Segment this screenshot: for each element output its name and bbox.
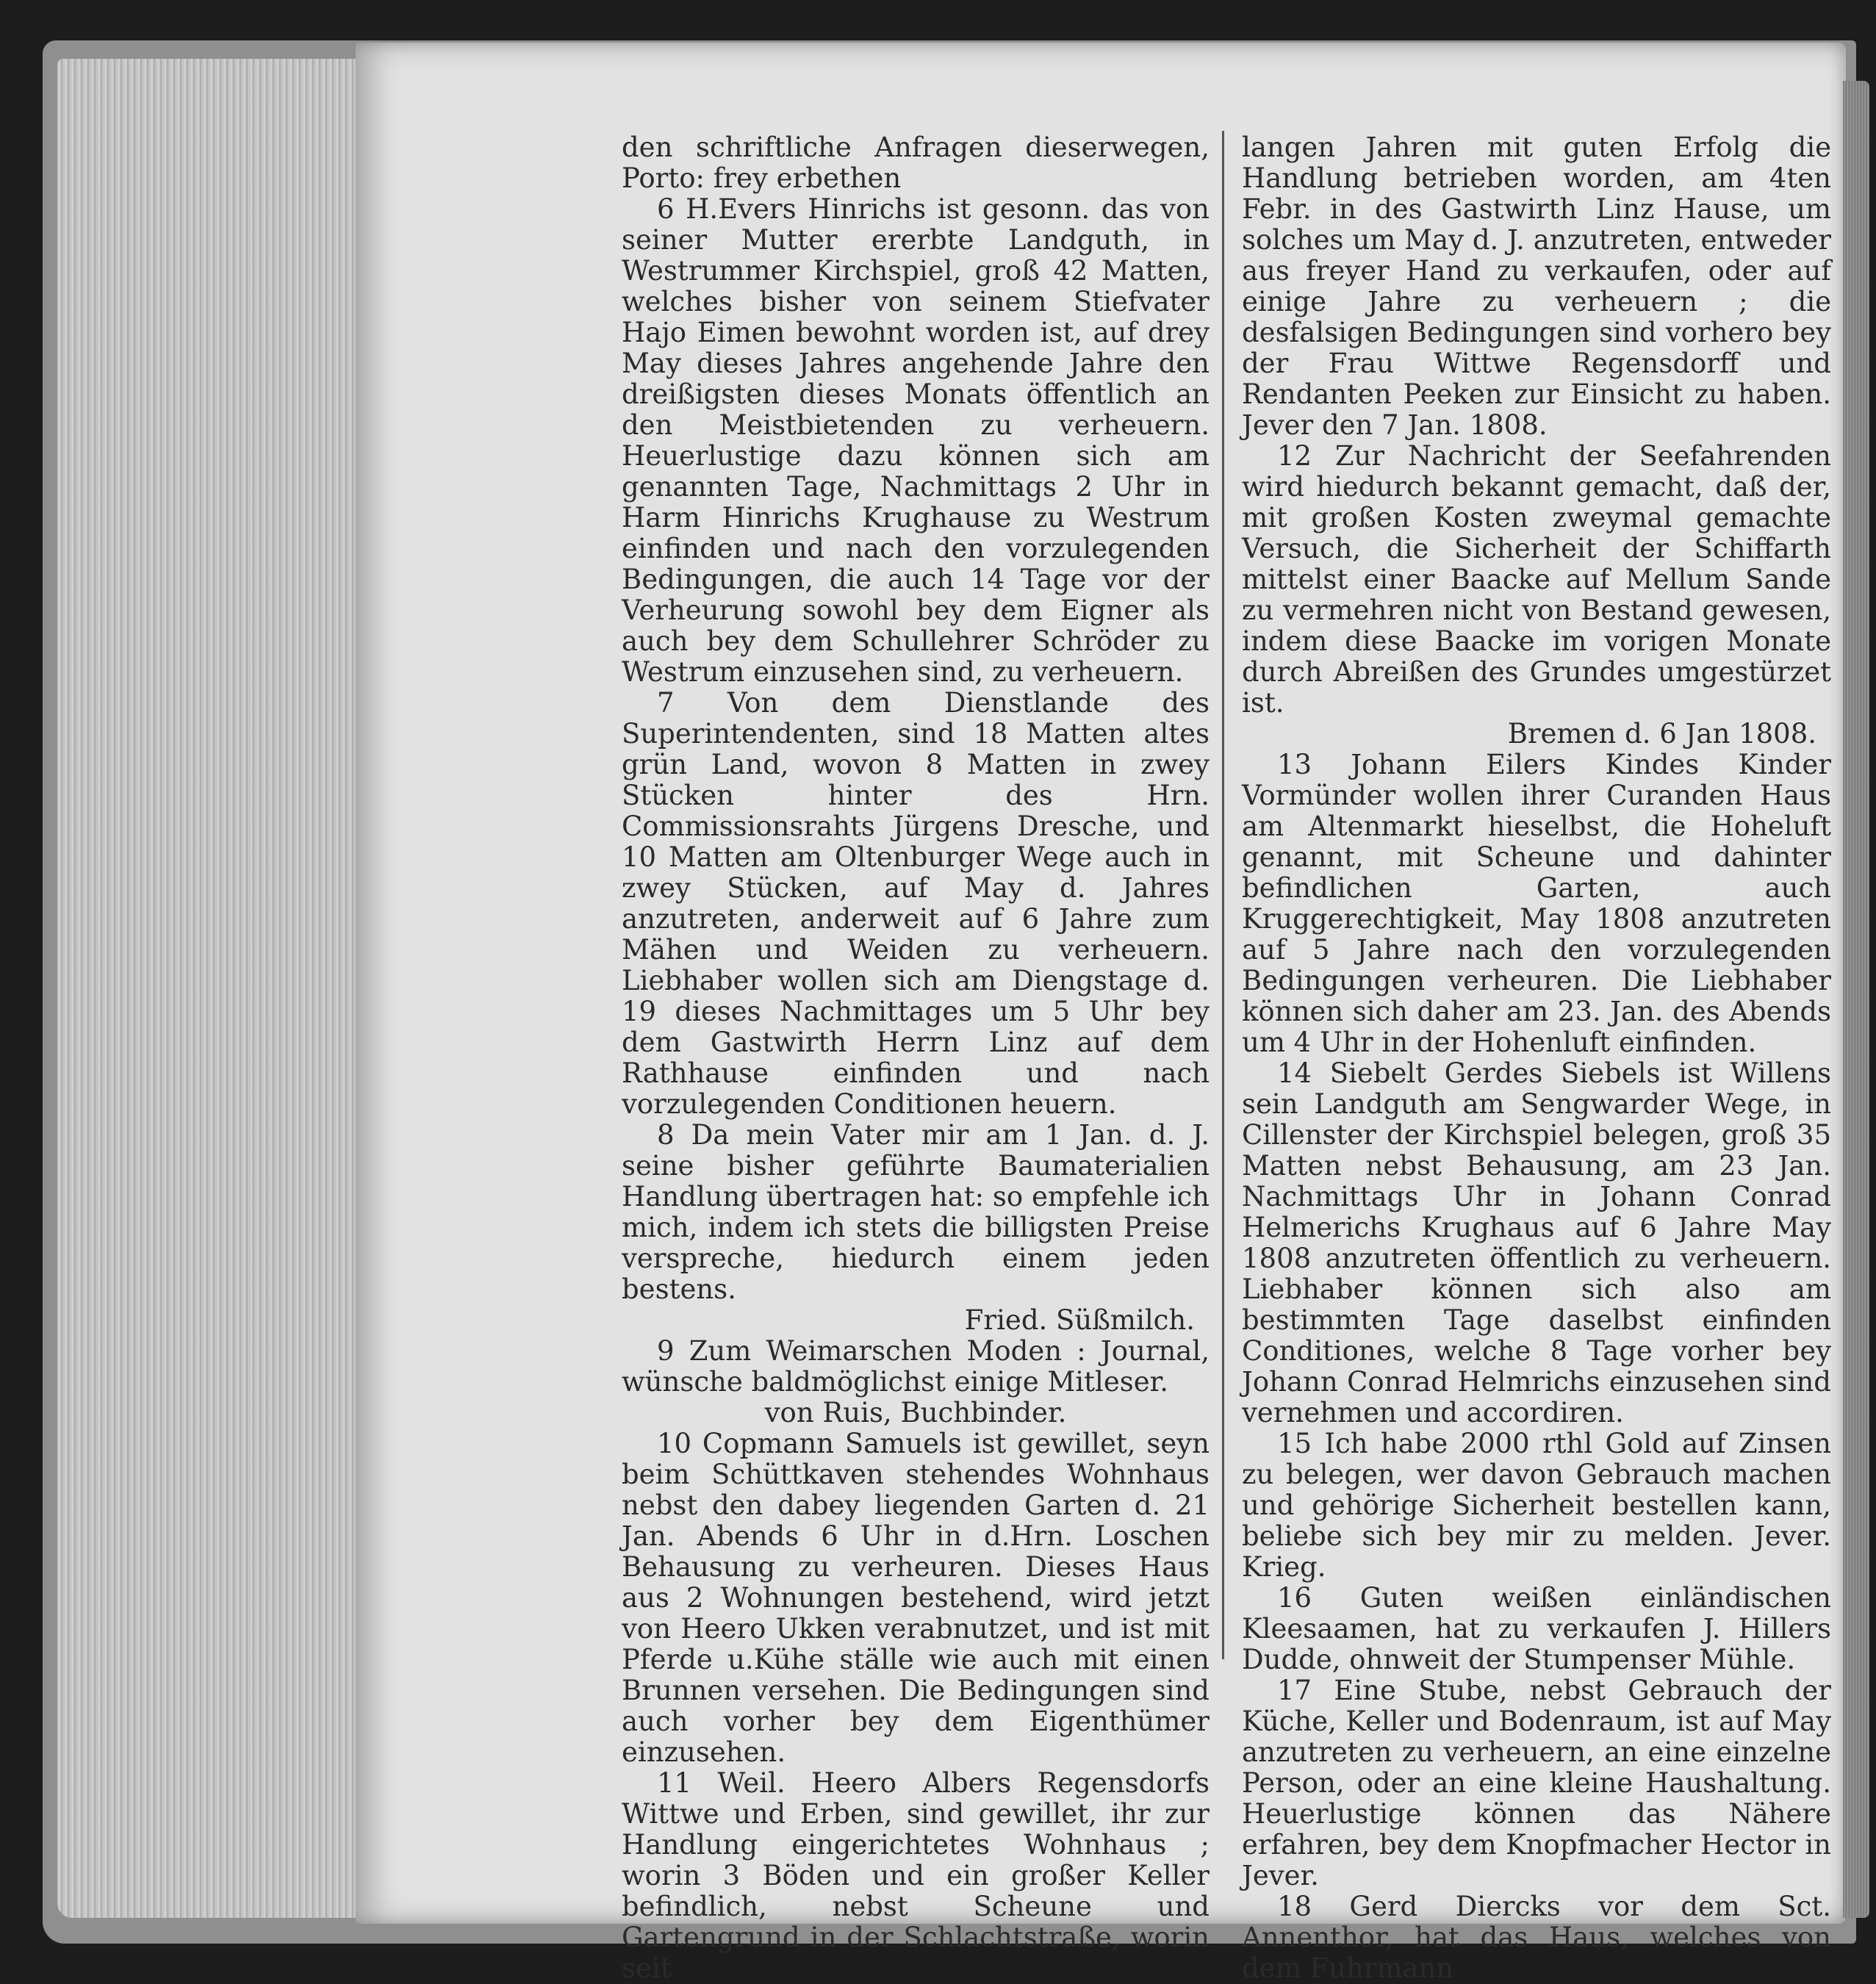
notice-paragraph: 8 Da mein Vater mir am 1 Jan. d. J. seine bisher geführte Baumaterialien Handlung übertragen hat: so empfehle ich mich, indem ich stets die billigsten Preise verspreche, hiedurch einem jeden bestens.: [622, 1119, 1210, 1305]
notice-paragraph: 11 Weil. Heero Albers Regensdorfs Wittwe und Erben, sind gewillet, ihr zur Handlung eingerichtetes Wohnhaus ; worin 3 Böden und ein großer Keller befindlich, nebst Scheune und Gartengrund in der Schlachtstraße, worin seit: [622, 1767, 1210, 1984]
column-divider: [1222, 131, 1224, 1659]
notice-paragraph: 10 Copmann Samuels ist gewillet, seyn beim Schüttkaven stehendes Wohnhaus nebst den dabey liegenden Garten d. 21 Jan. Abends 6 Uhr in d.Hrn. Loschen Behausung zu verheuren. Dieses Haus aus 2 Wohnungen bestehend, wird jetzt von Heero Ukken verabnutzet, und ist mit Pferde u.Kühe ställe wie auch mit einen Brunnen versehen. Die Bedingungen sind auch vorher bey dem Eigenthümer einzusehen.: [622, 1428, 1210, 1768]
signature-line: Fried. Süßmilch.: [964, 1304, 1195, 1336]
notice-paragraph: 7 Von dem Dienstlande des Superintendenten, sind 18 Matten altes grün Land, wovon 8 Matten in zwey Stücken hinter des Hrn. Commissionsrahts Jürgens Dresche, und 10 Matten am Oltenburger Wege auch in zwey Stücken, auf May d. Jahres anzutreten, anderweit auf 6 Jahre zum Mähen und Weiden zu verheuern. Liebhaber wollen sich am Diengstage d. 19 dieses Nachmittages um 5 Uhr bey dem Gastwirth Herrn Linz auf dem Rathhause einfinden und nach vorzulegenden Conditionen heuern.: [622, 687, 1210, 1120]
notice-paragraph: 12 Zur Nachricht der Seefahrenden wird hiedurch bekannt gemacht, daß der, mit großen Kosten zweymal gemachte Versuch, die Sicherheit der Schiffarth mittelst einer Baacke auf Mellum Sande zu vermehren nicht von Bestand gewesen, indem diese Baacke im vorigen Monate durch Abreißen des Grundes umgestürzet ist.: [1242, 440, 1831, 719]
notice-paragraph: 13 Johann Eilers Kindes Kinder Vormünder wollen ihrer Curanden Haus am Altenmarkt hieselbst, die Hoheluft genannt, mit Scheune und dahinter befindlichen Garten, auch Kruggerechtigkeit, May 1808 anzutreten auf 5 Jahre nach den vorzulegenden Bedingungen verheuren. Die Liebhaber können sich daher am 23. Jan. des Abends um 4 Uhr in der Hohenluft einfinden.: [1242, 749, 1831, 1058]
notice-paragraph: 9 Zum Weimarschen Moden : Journal, wünsche baldmöglichst einige Mitleser.: [622, 1335, 1210, 1398]
notice-paragraph: langen Jahren mit guten Erfolg die Handlung betrieben worden, am 4ten Febr. in des Gastwirth Linz Hause, um solches um May d. J. anzutreten, entweder aus freyer Hand zu verkaufen, oder auf einige Jahre zu verheuern ; die desfalsigen Bedingungen sind vorhero bey der Frau Wittwe Regensdorff und Rendanten Peeken zur Einsicht zu haben. Jever den 7 Jan. 1808.: [1242, 132, 1831, 441]
right-page-edge: [1843, 81, 1869, 1918]
notice-paragraph: den schriftliche Anfragen dieserwegen, Porto: frey erbethen: [622, 132, 1210, 194]
left-column: [622, 132, 1210, 1984]
page-edges: [57, 59, 359, 1918]
signature-line: Bremen d. 6 Jan 1808.: [1507, 718, 1816, 750]
notice-paragraph: 18 Gerd Diercks vor dem Sct. Annenthor, hat das Haus, welches von dem Fuhrmann: [1242, 1891, 1831, 1984]
notice-paragraph: 16 Guten weißen einländischen Kleesaamen, hat zu verkaufen J. Hillers Dudde, ohnweit der Stumpenser Mühle.: [1242, 1582, 1831, 1675]
notice-paragraph: 17 Eine Stube, nebst Gebrauch der Küche, Keller und Bodenraum, ist auf May anzutreten zu verheuern, an eine einzelne Person, oder an eine kleine Haushaltung. Heuerlustige können das Nähere erfahren, bey dem Knopfmacher Hector in Jever.: [1242, 1675, 1831, 1891]
notice-paragraph: 14 Siebelt Gerdes Siebels ist Willens sein Landguth am Sengwarder Wege, in Cillenster der Kirchspiel belegen, groß 35 Matten nebst Behausung, am 23 Jan. Nachmittags Uhr in Johann Conrad Helmerichs Krughaus auf 6 Jahre May 1808 anzutreten öffentlich zu verheuern. Liebhaber können sich also am bestimmten Tage daselbst einfinden Conditiones, welche 8 Tage vorher bey Johann Conrad Helmrichs einzusehen sind vernehmen und accordiren.: [1242, 1057, 1831, 1428]
centered-line: von Ruis, Buchbinder.: [764, 1397, 1067, 1428]
notice-paragraph: 15 Ich habe 2000 rthl Gold auf Zinsen zu belegen, wer davon Gebrauch machen und gehörige Sicherheit bestellen kann, beliebe sich bey mir zu melden. Jever. Krieg.: [1242, 1428, 1831, 1583]
notice-paragraph: 6 H.Evers Hinrichs ist gesonn. das von seiner Mutter ererbte Landguth, in Westrummer Kirchspiel, groß 42 Matten, welches bisher von seinem Stiefvater Hajo Eimen bewohnt worden ist, auf drey May dieses Jahres angehende Jahre den dreißigsten dieses Monats öffentlich an den Meistbietenden zu verheuern. Heuerlustige dazu können sich am genannten Tage, Nachmittags 2 Uhr in Harm Hinrichs Krughause zu Westrum einfinden und nach den vorzulegenden Bedingungen, die auch 14 Tage vor der Verheurung sowohl bey dem Eigner als auch bey dem Schullehrer Schröder zu Westrum einzusehen sind, zu verheuern.: [622, 193, 1210, 688]
right-column: [1242, 132, 1831, 1984]
